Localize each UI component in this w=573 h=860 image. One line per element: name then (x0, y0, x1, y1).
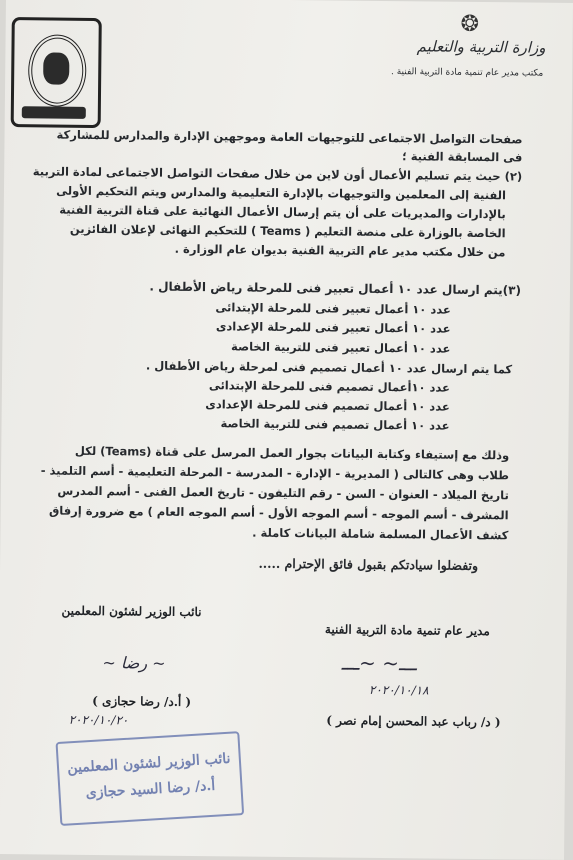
stamp-line: أ.د/ رضا السيد حجازى (85, 777, 216, 802)
body-line: فى المسابقة الفنية ؛ (402, 149, 523, 165)
body-line: وذلك مع إستيفاء وكتابة البيانات بجوار العمل المرسل على قناة (Teams) لكل (74, 443, 510, 463)
list-item: عدد ١٠ أعمال تعبير فنى للمرحلة الإعدادى (215, 319, 451, 336)
body-line: بالإدارات والمديريات على أن يتم إرسال الأعمال النهائية على قناة التربية الفنية (59, 202, 506, 222)
list-item: عدد ١٠أعمال تصميم فنى للمرحلة الإبتدائى (208, 378, 451, 395)
director-handwritten-signature: ـــ~ ~ـــ (341, 650, 417, 676)
body-line: كما يتم ارسال عدد ١٠ أعمال تصميم فنى لمرحلة رياض الأطفال . (145, 358, 513, 377)
official-stamp (56, 731, 245, 826)
ministry-name: وزارة التربية والتعليم (416, 37, 546, 57)
body-line: كشف الأعمال المسلمة شاملة البيانات كاملة . (252, 525, 509, 543)
list-item: عدد ١٠ أعمال تعبير فنى للتربية الخاصة (230, 339, 451, 356)
deputy-minister-handwritten-signature: ~ رضا ~ (102, 653, 166, 673)
body-line: المشرف - أسم الموجه - أسم الموجه الأول - أسم الموجه العام ) مع ضرورة إرفاق (48, 503, 509, 523)
list-item: عدد ١٠ أعمال تصميم فنى للمرحلة الإعدادى (205, 397, 450, 414)
body-line: الفنية إلى المعلمين والتوجيهات بالإدارة التعليمية والمدارس ويتم التحكيم الأولى (56, 183, 507, 203)
letter-body (20, 0, 524, 602)
body-line: (٢) حيث يتم تسليم الأعمال أون لاين من خلال صفحات التواصل الاجتماعى لمادة التربية (32, 164, 523, 184)
director-title: مدير عام تنمية مادة التربية الفنية (324, 622, 490, 639)
body-line: صفحات التواصل الاجتماعى للتوجيهات العامة وموجهين الإدارة والمدارس للمشاركة (56, 127, 523, 147)
body-line: الخاصة بالوزارة على منصة التعليم ( Teams ) للتحكيم النهائى لإعلان الفائزين (69, 221, 506, 241)
body-line: تاريخ الميلاد - العنوان - السن - رقم التليفون - تاريخ العمل الفنى - أسم المدرس (57, 483, 509, 503)
office-name: مكتب مدير عام تنمية مادة التربية الفنية . (390, 67, 544, 79)
director-signature-date: ٢٠٢٠/١٠/١٨ (368, 682, 429, 698)
body-line: (٣)يتم ارسال عدد ١٠ أعمال تعبير فنى للمرحلة رياض الأطفال . (149, 279, 522, 298)
eagle-emblem-icon: ❂ (460, 11, 480, 37)
director-name: ( د/ رباب عبد المحسن إمام نصر ) (326, 713, 501, 730)
deputy-minister-title: نائب الوزير لشئون المعلمين (61, 603, 202, 620)
body-line: طلاب وهى كالتالى ( المديرية - الإدارة - المدرسة - المرحلة التعليمية - أسم التلميذ - (40, 463, 510, 483)
deputy-minister-signature-date: ٢٠٢٠/١٠/٢٠ (68, 712, 129, 728)
closing-line: وتفضلوا سيادتكم بقبول فائق الإحترام ..... (258, 555, 479, 574)
deputy-minister-name: ( أ.د/ رضا حجازى ) (92, 693, 192, 710)
list-item: عدد ١٠ أعمال تعبير فنى للمرحلة الإبتدائى (215, 300, 451, 317)
body-line: من خلال مكتب مدير عام التربية الفنية بديوان عام الوزارة . (174, 241, 506, 260)
stamp-line: نائب الوزير لشئون المعلمين (66, 750, 231, 777)
list-item: عدد ١٠ أعمال تصميم فنى للتربية الخاصة (220, 416, 450, 433)
